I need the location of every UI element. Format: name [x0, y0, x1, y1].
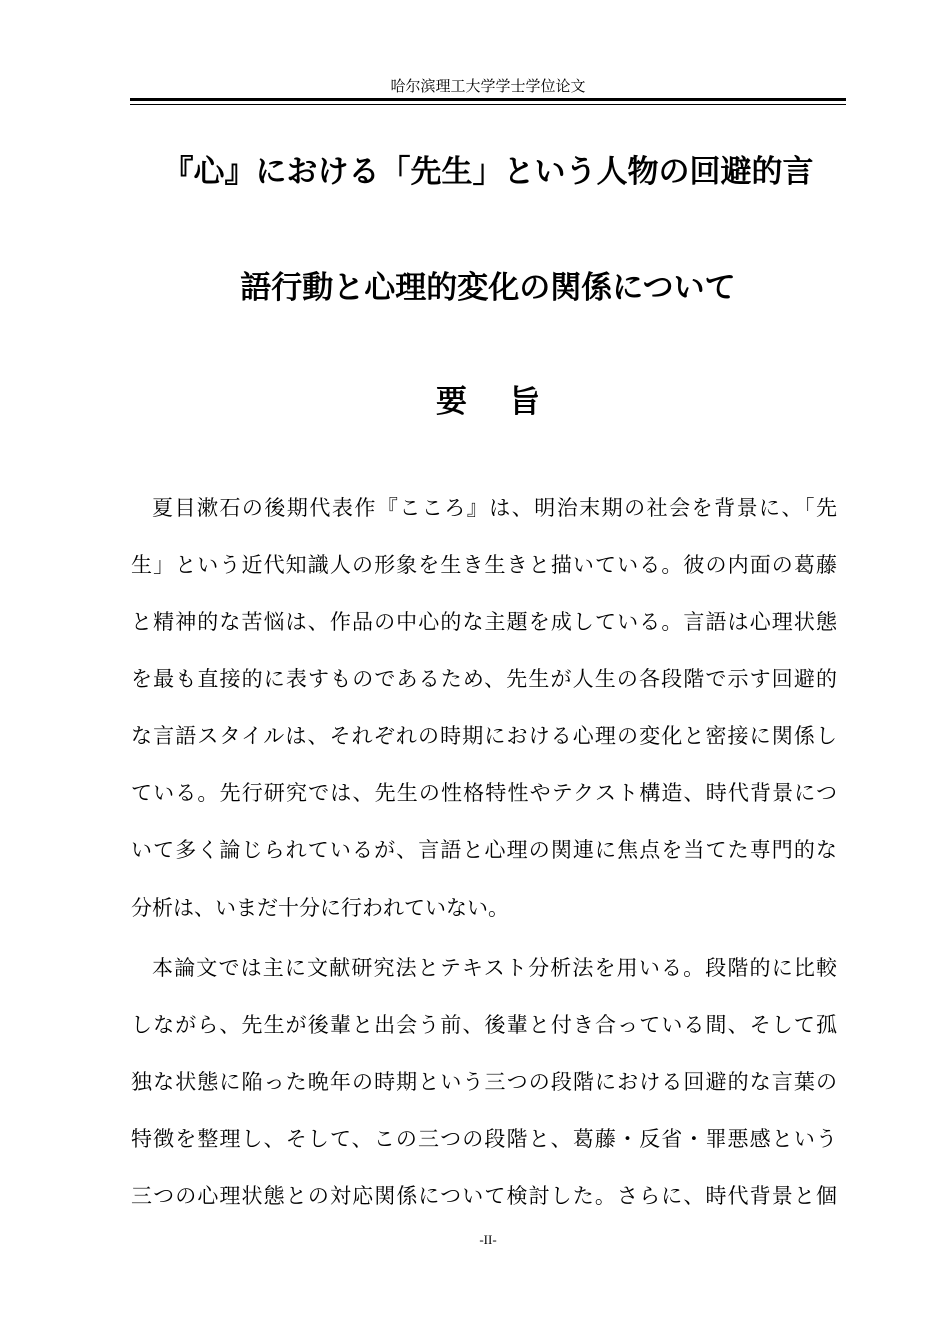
- page-number: -II-: [479, 1232, 497, 1247]
- header-rule-thick: [130, 98, 846, 101]
- header-rule-thin: [130, 104, 846, 105]
- thesis-title-line-2: 語行動と心理的変化の関係について: [240, 270, 736, 306]
- body-text-line: 三つの心理状態との対応関係について検討した。さらに、時代背景と個: [131, 1184, 837, 1208]
- body-text-line: ている。先行研究では、先生の性格特性やテクスト構造、時代背景につ: [131, 781, 837, 805]
- body-text-line: 本論文では主に文献研究法とテキスト分析法を用いる。段階的に比較: [152, 956, 837, 980]
- body-text-line: 分析は、いまだ十分に行われていない。: [131, 896, 509, 920]
- body-text-line: 生」という近代知識人の形象を生き生きと描いている。彼の内面の葛藤: [131, 553, 837, 577]
- body-text-line: 独な状態に陥った晩年の時期という三つの段階における回避的な言葉の: [131, 1070, 837, 1094]
- body-text-line: 夏目漱石の後期代表作『こころ』は、明治末期の社会を背景に、「先: [152, 496, 837, 520]
- running-header: 哈尔滨理工大学学士学位论文: [390, 77, 586, 95]
- body-text-line: 特徴を整理し、そして、この三つの段階と、葛藤・反省・罪悪感という: [131, 1127, 837, 1151]
- body-text-line: いて多く論じられているが、言語と心理の関連に焦点を当てた専門的な: [131, 838, 837, 862]
- body-text-line: を最も直接的に表すものであるため、先生が人生の各段階で示す回避的: [131, 667, 837, 691]
- abstract-heading: 要旨: [436, 384, 582, 420]
- body-text-line: しながら、先生が後輩と出会う前、後輩と付き合っている間、そして孤: [131, 1013, 837, 1037]
- body-text-line: な言語スタイルは、それぞれの時期における心理の変化と密接に関係し: [131, 724, 837, 748]
- thesis-title-line-1: 『心』における「先生」という人物の回避的言: [162, 154, 814, 190]
- body-text-line: と精神的な苦悩は、作品の中心的な主題を成している。言語は心理状態: [131, 610, 837, 634]
